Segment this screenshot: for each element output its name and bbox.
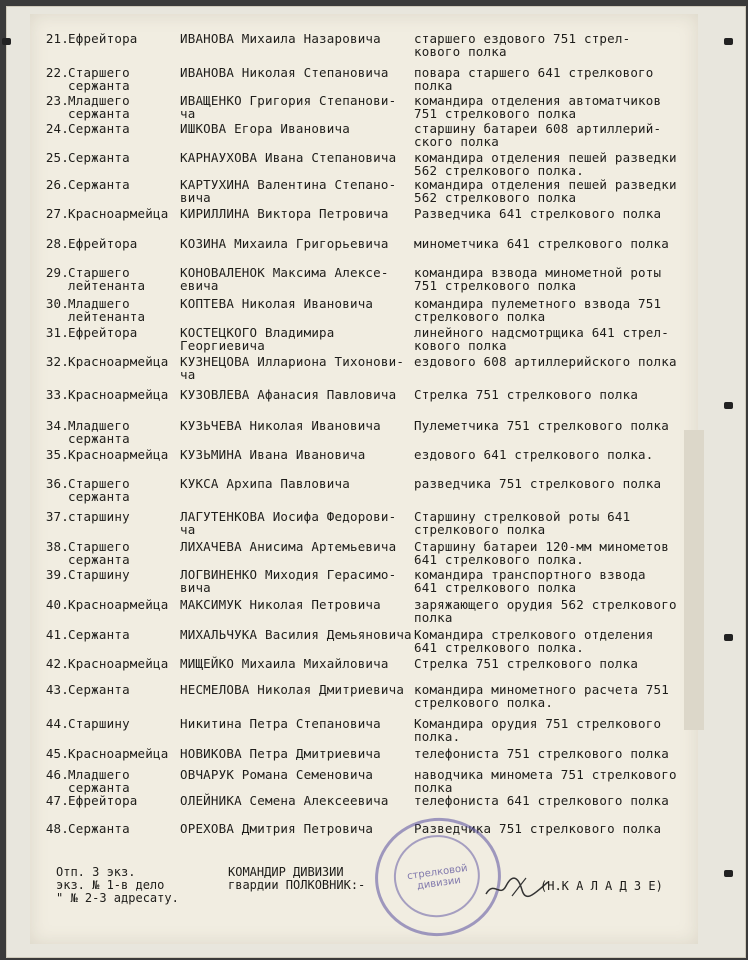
punch-hole-mark — [724, 38, 733, 45]
entry-rank: Красноармейца — [68, 354, 169, 369]
entry-number: 37. — [45, 509, 69, 524]
entry-name: ЛОГВИНЕНКО Миходия Герасимо- вича — [180, 567, 397, 595]
entry-position: командира транспортного взвода 641 стрелкового полка — [414, 567, 646, 595]
entry-position: телефониста 751 стрелкового полка — [414, 746, 669, 761]
entry-number: 23. — [45, 93, 69, 108]
entry-position: Разведчика 641 стрелкового полка — [414, 206, 662, 221]
entry-position: командира минометного расчета 751 стрелкового полка. — [414, 682, 669, 710]
entry-position: командира отделения пешей разведки 562 стрелкового полка. — [414, 150, 677, 178]
entry-number: 40. — [45, 597, 69, 612]
entry-name: КОСТЕЦКОГО Владимира Георгиевича — [180, 325, 335, 353]
entry-number: 46. — [45, 767, 69, 782]
entry-name: НЕСМЕЛОВА Николая Дмитриевича — [180, 682, 405, 697]
entry-rank: Красноармейца — [68, 447, 169, 462]
entry-position: Командира стрелкового отделения 641 стрелкового полка. — [414, 627, 654, 655]
entry-number: 38. — [45, 539, 69, 554]
entry-name: ОРЕХОВА Дмитрия Петровича — [180, 821, 374, 836]
entry-number: 42. — [45, 656, 69, 671]
entry-position: командира пулеметного взвода 751 стрелкового полка — [414, 296, 662, 324]
entry-rank: Красноармейца — [68, 597, 169, 612]
entry-number: 33. — [45, 387, 69, 402]
entry-rank: Старшего сержанта — [68, 476, 130, 504]
entry-rank: Старшего сержанта — [68, 539, 130, 567]
entry-position: линейного надсмотрщика 641 стрел- кового полка — [414, 325, 669, 353]
entry-position: старшину батареи 608 артиллерий- ского полка — [414, 121, 662, 149]
entry-rank: Старшего сержанта — [68, 65, 130, 93]
entry-number: 25. — [45, 150, 69, 165]
entry-position: Разведчика 751 стрелкового полка — [414, 821, 662, 836]
entry-number: 47. — [45, 793, 69, 808]
entry-rank: Младшего лейтенанта — [68, 296, 146, 324]
punch-hole-mark — [724, 402, 733, 409]
entry-rank: Красноармейца — [68, 206, 169, 221]
entry-position: ездового 608 артиллерийского полка — [414, 354, 677, 369]
punch-hole-mark — [2, 38, 11, 45]
entry-number: 34. — [45, 418, 69, 433]
entry-name: ЛИХАЧЕВА Анисима Артемьевича — [180, 539, 397, 554]
entry-name: КУЗЬЧЕВА Николая Ивановича — [180, 418, 381, 433]
copies-note: Отп. 3 экз. экз. № 1-в дело " № 2-3 адресату. — [56, 865, 179, 905]
entry-rank: Младшего сержанта — [68, 767, 130, 795]
entry-name: КУЗНЕЦОВА Иллариона Тихонови- ча — [180, 354, 405, 382]
entry-rank: Младшего сержанта — [68, 418, 130, 446]
entry-rank: Младшего сержанта — [68, 93, 130, 121]
entry-name: КАРТУХИНА Валентина Степано- вича — [180, 177, 397, 205]
entry-number: 27. — [45, 206, 69, 221]
entry-number: 43. — [45, 682, 69, 697]
entry-position: командира отделения пешей разведки 562 стрелкового полка — [414, 177, 677, 205]
entry-rank: Ефрейтора — [68, 31, 138, 46]
entry-rank: старшину — [68, 509, 130, 524]
entry-position: командира взвода минометной роты 751 стрелкового полка — [414, 265, 662, 293]
entry-rank: Сержанта — [68, 177, 130, 192]
entry-rank: Ефрейтора — [68, 236, 138, 251]
entry-name: МАКСИМУК Николая Петровича — [180, 597, 381, 612]
entry-number: 36. — [45, 476, 69, 491]
entry-number: 30. — [45, 296, 69, 311]
entry-rank: Красноармейца — [68, 656, 169, 671]
entry-rank: Сержанта — [68, 121, 130, 136]
entry-name: Никитина Петра Степановича — [180, 716, 381, 731]
entry-position: Стрелка 751 стрелкового полка — [414, 387, 639, 402]
entry-number: 44. — [45, 716, 69, 731]
entry-name: НОВИКОВА Петра Дмитриевича — [180, 746, 381, 761]
entry-position: ездового 641 стрелкового полка. — [414, 447, 654, 462]
entry-position: повара старшего 641 стрелкового полка — [414, 65, 654, 93]
entry-position: Старшину батареи 120-мм минометов 641 стрелкового полка. — [414, 539, 669, 567]
entry-number: 26. — [45, 177, 69, 192]
entry-number: 28. — [45, 236, 69, 251]
entry-position: Старшину стрелковой роты 641 стрелкового полка — [414, 509, 631, 537]
entry-rank: Ефрейтора — [68, 325, 138, 340]
entry-rank: Красноармейца — [68, 387, 169, 402]
entry-position: Пулеметчика 751 стрелкового полка — [414, 418, 669, 433]
entry-number: 29. — [45, 265, 69, 280]
entry-name: ИВАНОВА Николая Степановича — [180, 65, 389, 80]
entry-number: 32. — [45, 354, 69, 369]
entry-name: КУКСА Архипа Павловича — [180, 476, 350, 491]
entry-position: командира отделения автоматчиков 751 стрелкового полка — [414, 93, 662, 121]
entry-position: телефониста 641 стрелкового полка — [414, 793, 669, 808]
entry-rank: Старшего лейтенанта — [68, 265, 146, 293]
punch-hole-mark — [724, 634, 733, 641]
entry-rank: Красноармейца — [68, 746, 169, 761]
entry-number: 21. — [45, 31, 69, 46]
entry-position: старшего ездового 751 стрел- кового полка — [414, 31, 631, 59]
entry-name: ЛАГУТЕНКОВА Иосифа Федорови- ча — [180, 509, 397, 537]
entry-rank: Сержанта — [68, 821, 130, 836]
entry-name: КУЗЬМИНА Ивана Ивановича — [180, 447, 366, 462]
entry-number: 41. — [45, 627, 69, 642]
entry-position: Стрелка 751 стрелкового полка — [414, 656, 639, 671]
entry-name: КОПТЕВА Николая Ивановича — [180, 296, 374, 311]
entry-name: ИВАЩЕНКО Григория Степанови- ча — [180, 93, 397, 121]
entry-name: КОНОВАЛЕНОК Максима Алексе- евича — [180, 265, 389, 293]
entry-position: Командира орудия 751 стрелкового полка. — [414, 716, 662, 744]
entry-number: 45. — [45, 746, 69, 761]
entry-rank: Сержанта — [68, 627, 130, 642]
entry-position: минометчика 641 стрелкового полка — [414, 236, 669, 251]
entry-name: ОВЧАРУК Романа Семеновича — [180, 767, 374, 782]
entry-number: 24. — [45, 121, 69, 136]
entry-number: 39. — [45, 567, 69, 582]
entry-rank: Сержанта — [68, 682, 130, 697]
entry-name: МИЩЕЙКО Михаила Михайловича — [180, 656, 389, 671]
entry-number: 35. — [45, 447, 69, 462]
stamp-text: стрелковой дивизии — [406, 862, 469, 892]
entry-name: КИРИЛЛИНА Виктора Петровича — [180, 206, 389, 221]
commander-title: КОМАНДИР ДИВИЗИИ гвардии ПОЛКОВНИК:- — [228, 865, 366, 892]
entry-number: 31. — [45, 325, 69, 340]
entry-rank: Сержанта — [68, 150, 130, 165]
entry-position: заряжающего орудия 562 стрелкового полка — [414, 597, 677, 625]
entry-name: КАРНАУХОВА Ивана Степановича — [180, 150, 397, 165]
entry-name: МИХАЛЬЧУКА Василия Демьяновича — [180, 627, 412, 642]
entry-name: ИВАНОВА Михаила Назаровича — [180, 31, 381, 46]
entry-rank: Старшину — [68, 567, 130, 582]
entry-name: ОЛЕЙНИКА Семена Алексеевича — [180, 793, 389, 808]
entry-name: ИШКОВА Егора Ивановича — [180, 121, 350, 136]
punch-hole-mark — [724, 870, 733, 877]
entry-number: 22. — [45, 65, 69, 80]
entry-number: 48. — [45, 821, 69, 836]
entry-rank: Ефрейтора — [68, 793, 138, 808]
entry-rank: Старшину — [68, 716, 130, 731]
entry-position: наводчика миномета 751 стрелкового полка — [414, 767, 677, 795]
entry-name: КУЗОВЛЕВА Афанасия Павловича — [180, 387, 397, 402]
signatory-name: (Н.К А Л А Д З Е) — [540, 879, 663, 893]
entry-name: КОЗИНА Михаила Григорьевича — [180, 236, 389, 251]
entry-position: разведчика 751 стрелкового полка — [414, 476, 662, 491]
